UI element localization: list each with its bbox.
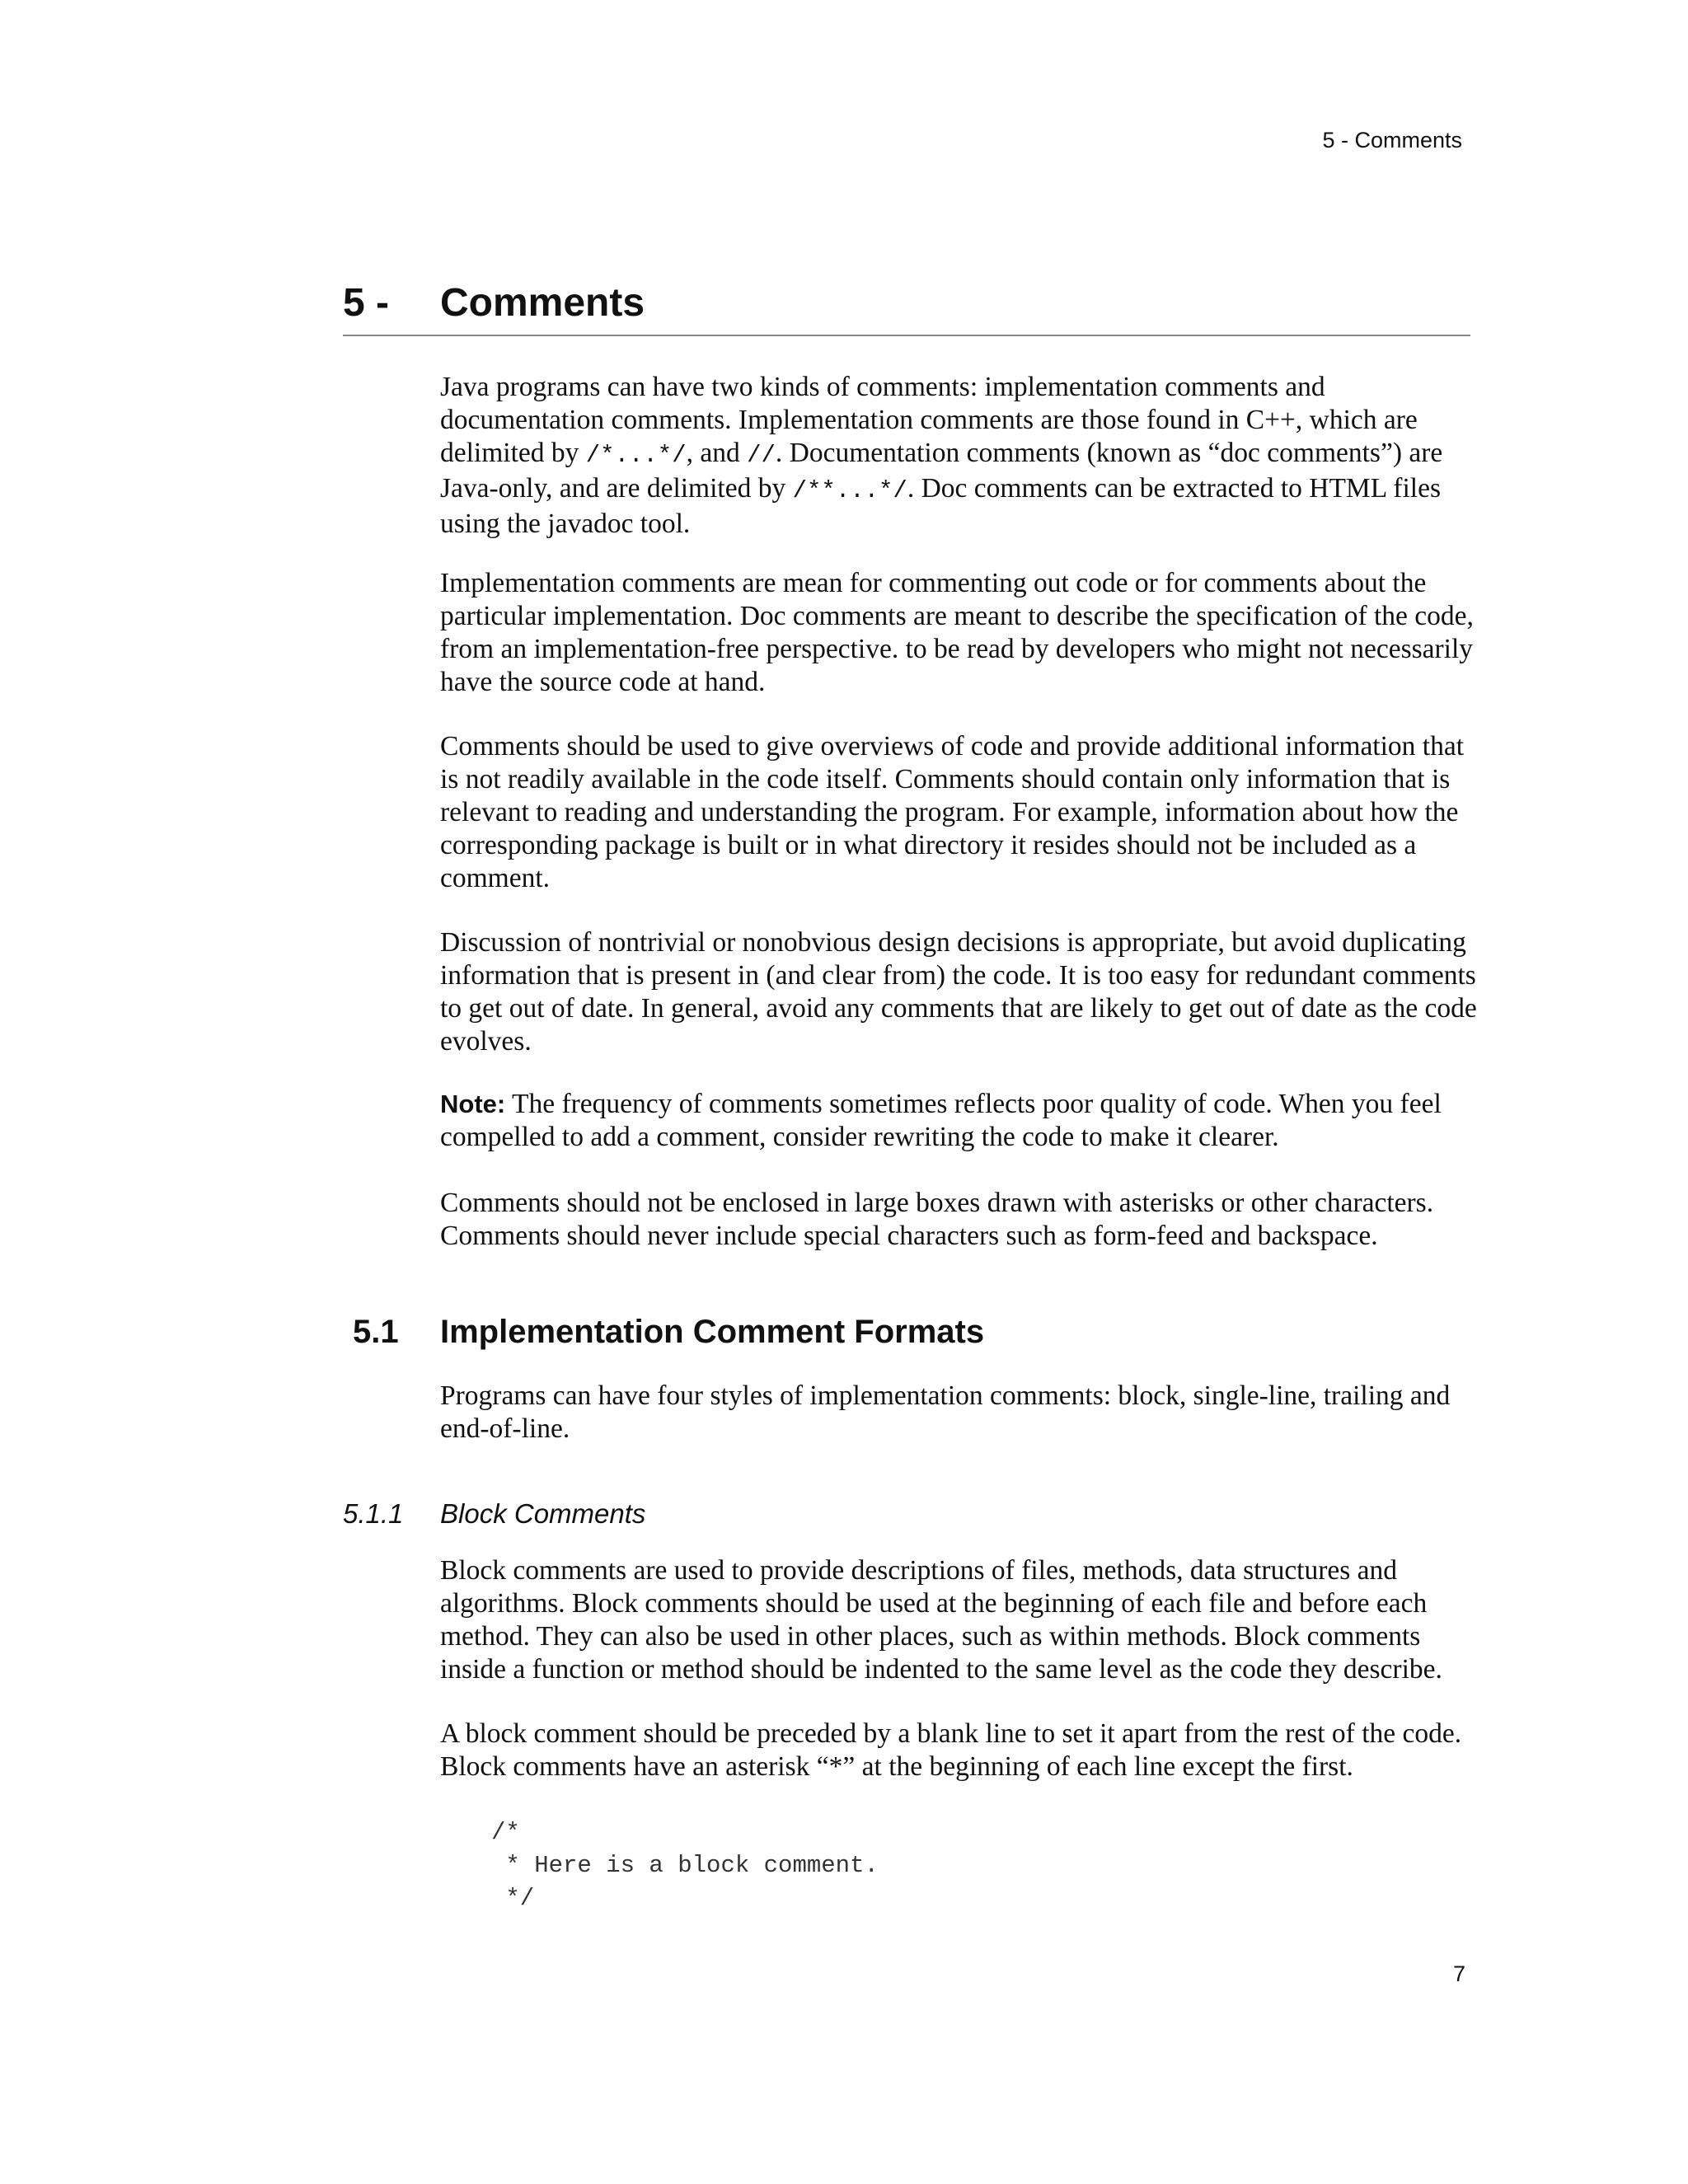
chapter-heading xyxy=(343,280,1470,336)
text-run: , and xyxy=(686,438,748,468)
intro-paragraph-1 xyxy=(440,371,1479,541)
chapter-number: 5 - xyxy=(343,281,390,325)
page-number: 7 xyxy=(1452,1961,1465,1986)
intro-paragraph-4: Discussion of nontrivial or nonobvious design decisions is appropriate, but avoid duplicating information that is present in (and clear from) the code. It is too easy for redundant comments to get out of date. In general, avoid any comments that are likely to get out of date as the code evolves. xyxy=(440,927,1477,1057)
chapter-title: Comments xyxy=(440,281,645,325)
block-comments-paragraph-1: Block comments are used to provide descriptions of files, methods, data structures and algorithms. Block comments should be used at the beginning of each file and before each method. They can also be used in other places, such as within methods. Block comments inside a function or method should be indented to the same level as the code they describe. xyxy=(440,1555,1442,1685)
subsection-number: 5.1.1 xyxy=(343,1498,404,1529)
section-5-1-paragraph: Programs can have four styles of implementation comments: block, single-line, trailing and end-of-line. xyxy=(440,1380,1451,1444)
section-title: Implementation Comment Formats xyxy=(440,1314,985,1350)
code-inline: // xyxy=(747,442,776,469)
text-run: . Documentation comments (known as “doc comments”) are Java-only, and are delimited by xyxy=(440,438,1443,504)
code-inline: /*...*/ xyxy=(585,442,687,469)
section-number: 5.1 xyxy=(353,1314,399,1350)
block-comments-paragraph-2: A block comment should be preceded by a blank line to set it apart from the rest of the code. Block comments have an asterisk “*” at the beginning of each line except the first. xyxy=(440,1718,1462,1782)
text-run: Java programs can have two kinds of comments: implementation comments and documentation comments. Implementation comments are those found in C++, which are delimited by xyxy=(440,372,1418,468)
code-line: */ xyxy=(491,1885,535,1912)
intro-paragraph-3: Comments should be used to give overviews of code and provide additional information that is not readily available in the code itself. Comments should contain only information that is relevant to reading and understanding the program. For example, information about how the corresponding package is built or in what directory it resides should not be included as a comment. xyxy=(440,731,1465,893)
intro-paragraph-6: Comments should not be enclosed in large boxes drawn with asterisks or other characters. Comments should never include special characters such as form-feed and backspace. xyxy=(440,1188,1434,1251)
note-paragraph xyxy=(440,1088,1479,1154)
note-label: Note: xyxy=(440,1090,506,1118)
intro-paragraph-2: Implementation comments are mean for commenting out code or for comments about the particular implementation. Doc comments are meant to describe the specification of the code, from an implementation-free perspective. to be read by developers who might not necessarily have the source code at hand. xyxy=(440,568,1474,697)
note-text: The frequency of comments sometimes reflects poor quality of code. When you feel compelled to add a comment, consider rewriting the code to make it clearer. xyxy=(440,1089,1442,1152)
code-line: /* xyxy=(491,1819,520,1846)
code-inline: /**...*/ xyxy=(792,477,907,504)
code-example xyxy=(491,1816,879,1915)
text-run: . Doc comments can be extracted to HTML files using the javadoc tool. xyxy=(440,473,1441,539)
code-line: * Here is a block comment. xyxy=(491,1852,879,1879)
subsection-title: Block Comments xyxy=(440,1498,646,1529)
running-header: 5 - Comments xyxy=(1322,128,1462,152)
